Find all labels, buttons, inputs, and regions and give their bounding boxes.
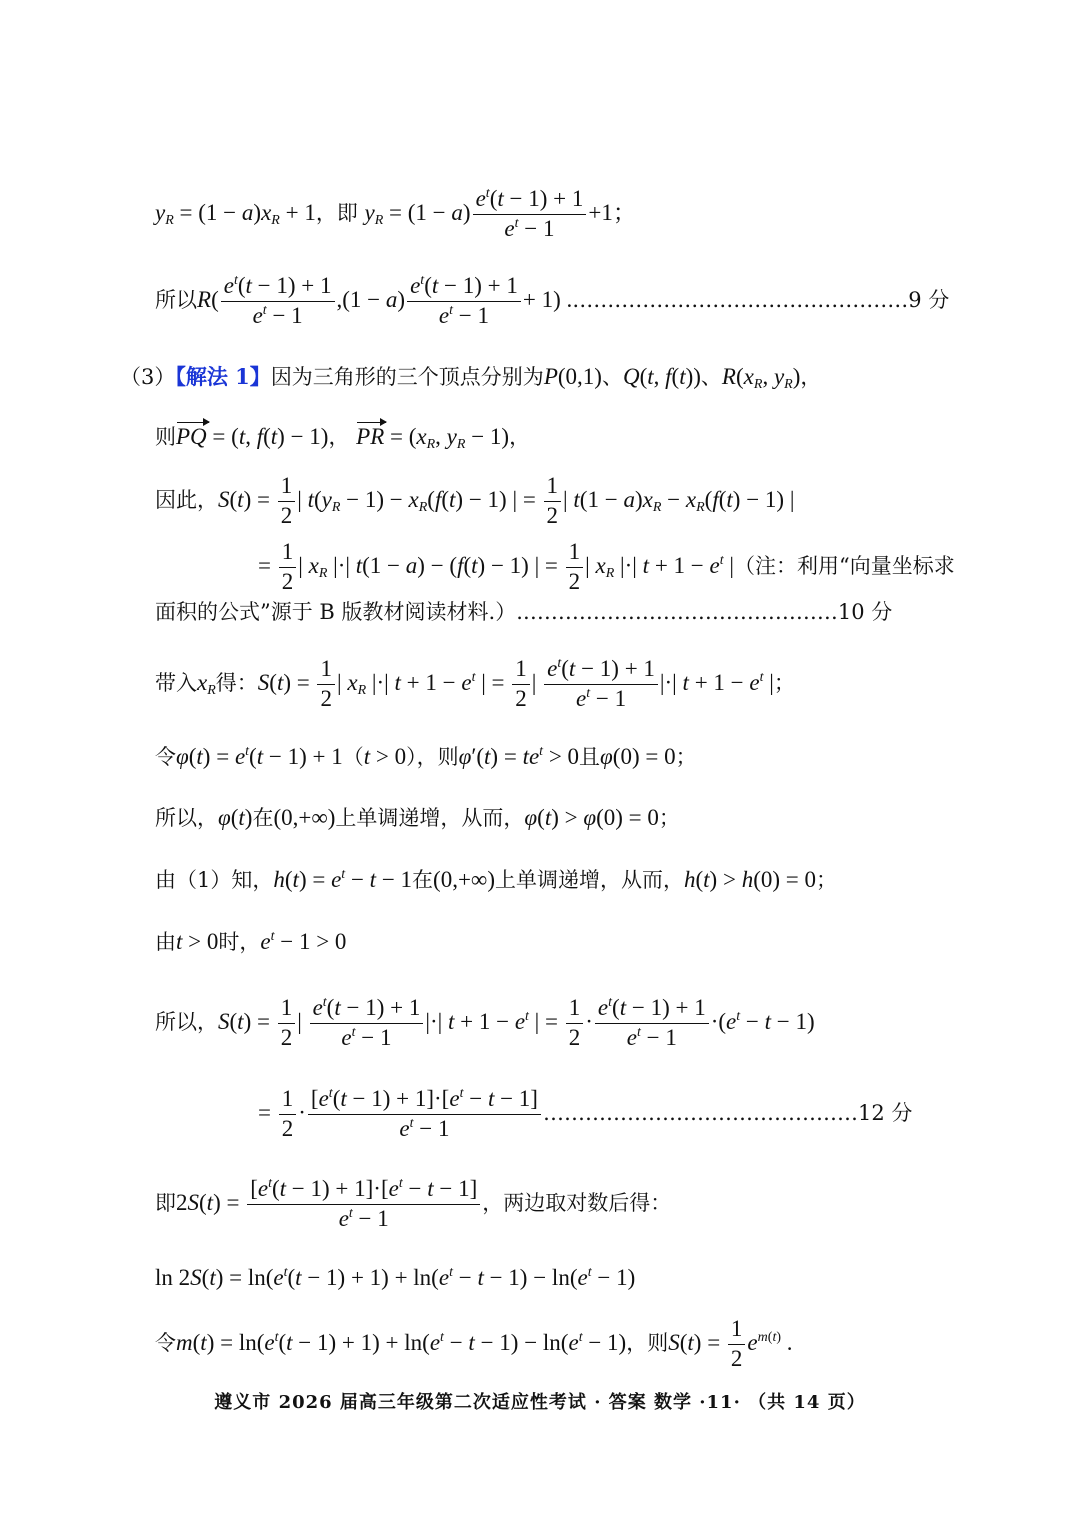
line-note-source: 面积的公式”源于 B 版教材阅读材料.）.………………………………………10 分 [155, 600, 893, 624]
page-footer: 遵义市 2026 届高三年级第二次适应性考试 · 答案 数学 ·11· （共 14 页） [214, 1392, 866, 1413]
line-2s: 即2S(t) = $\frac{[e^t(t - 1) + 1]\cdot[e^t - t - 1]}{e^t - 1}$ ，两边取对数后得： [155, 1176, 672, 1231]
line-yr-expression: $y_R = (1 - a)x_R + 1$，即 $y_R = (1 - a)$ $\frac{e^t(t - 1) + 1}{e^t - 1}$ +1； [155, 186, 636, 241]
line-phi-increasing: 所以，φ(t)在(0,+∞)上单调递增，从而，φ(t) > φ(0) = 0； [155, 805, 680, 830]
line-area-product: 所以，S(t) = $\frac{1}{2}$ | $\frac{e^t(t - 1) + 1}{e^t - 1}$ |·| $t + 1 - e^t$ | = $\frac{1}{2}$ · $\frac{e^t(t - 1) + 1}{e^t - 1}$ $\cdot(e^t - t - 1)$ [155, 995, 815, 1050]
line-area-final: = $\frac{1}{2}$ · $\frac{[e^t(t - 1) + 1]\cdot[e^t - t - 1]}{e^t - 1}$ ………………………………………12 分 [258, 1086, 913, 1141]
line-point-r: 所以R( $\frac{e^t(t - 1) + 1}{e^t - 1}$ ,(1 − a) $\frac{e^t(t - 1) + 1}{e^t - 1}$ + 1) .…………………………………………9 分 [155, 273, 950, 328]
line-substitute: 带入$x_R$得：S(t) = $\frac{1}{2}$ | $x_R$ |·| $t + 1 - e^t$ | = $\frac{1}{2}$ | $\frac{e^t(t - 1) + 1}{e^t - 1}$ |·| $t + 1 - e^t$ |； [155, 656, 795, 711]
line-h-increasing: 由（1）知，$h(t) = e^t - t - 1$在(0,+∞)上单调递增，从而，h(t) > h(0) = 0； [155, 867, 837, 892]
line-phi-def: 令$\varphi(t) = e^t(t - 1) + 1(t > 0)$，则$\varphi'(t) = te^t > 0$且φ(0) = 0； [155, 744, 697, 769]
line-m-def: 令$m(t) = \ln(e^t(t - 1) + 1) + \ln(e^t - t - 1) - \ln(e^t - 1)$，则S(t) = $\frac{1}{2}$ $e^{m(t)}$ . [155, 1316, 793, 1371]
line-part3-intro: （3）【解法 1】因为三角形的三个顶点分别为P(0,1)、Q(t, f(t))、$R(x_R$, $y_R$)， [120, 364, 822, 392]
line-log: $\ln 2S(t) = \ln(e^t(t - 1) + 1) + \ln(e^t - t - 1) - \ln(e^t - 1)$ [155, 1265, 636, 1290]
line-area-formula: 因此，S(t) = $\frac{1}{2}$ | $t(y_R - 1) - x_R(f(t) - 1)$ | = $\frac{1}{2}$ | $t(1 - a)x_R - x_R(f(t) - 1)$ | [155, 473, 795, 528]
line-area-simplified: = $\frac{1}{2}$ | $x_R$ |·| t(1 − a) − (f(t) − 1) | = $\frac{1}{2}$ | $x_R$ |·| $t + 1 - e^t$ |（注：利用“向量坐标求 [258, 539, 955, 594]
line-et-positive: 由t > 0时，$e^t - 1 > 0$ [155, 929, 347, 954]
line-vectors: 则PQ = (t, f(t) − 1)， PR = ($x_R$, $y_R - 1$)， [155, 424, 531, 452]
